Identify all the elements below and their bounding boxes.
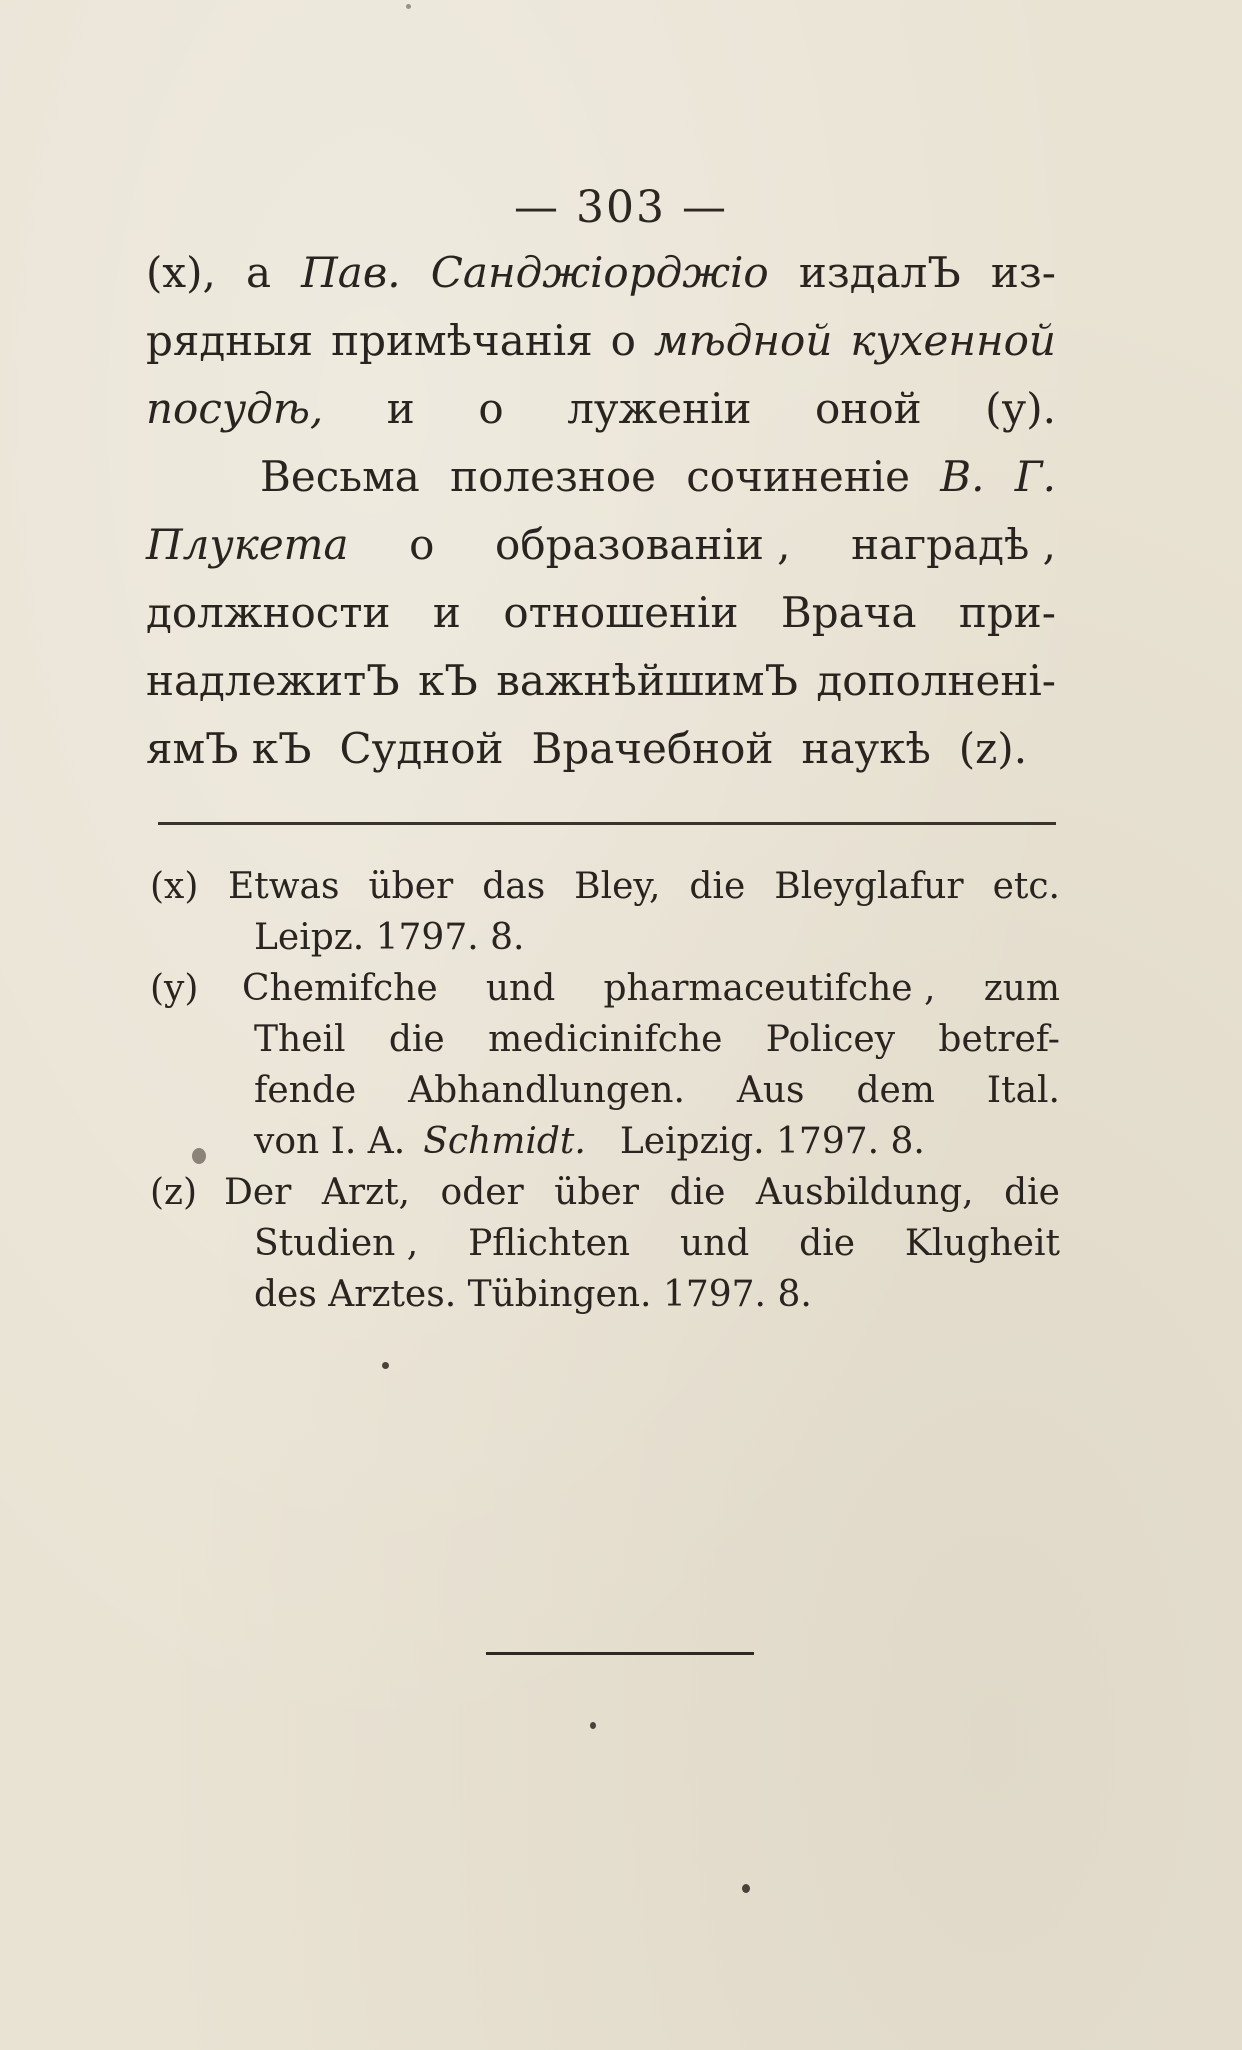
end-rule: [486, 1652, 754, 1655]
word: pharmaceutifche ,: [603, 968, 936, 1009]
footnote-line: [150, 1274, 1060, 1325]
word: мѣдной: [653, 316, 833, 365]
footnotes: [150, 866, 1060, 1325]
footnote-line: [150, 1121, 1060, 1172]
word: примѣчанія: [331, 316, 593, 365]
body-text: [146, 248, 1056, 792]
word: die: [799, 1223, 856, 1264]
text-line: [146, 316, 1056, 384]
footnote-text: [224, 1172, 1060, 1213]
footnote-line: [150, 1223, 1060, 1274]
word: dem: [856, 1070, 935, 1111]
word: луженіи: [567, 384, 752, 433]
word: die: [669, 1172, 726, 1213]
word: (z).: [958, 724, 1028, 773]
footnote-line: [150, 866, 1060, 917]
word: полезное: [450, 452, 656, 501]
word: betref-: [938, 1019, 1060, 1060]
word: Theil: [254, 1019, 346, 1060]
word: Der: [224, 1172, 292, 1213]
word: В.: [940, 452, 985, 501]
word: Arzt,: [321, 1172, 410, 1213]
word: (у).: [985, 384, 1056, 433]
word: Aus: [736, 1070, 805, 1111]
footnote-text: [228, 866, 1060, 907]
footnote-line: [150, 1070, 1060, 1121]
word: о: [478, 384, 504, 433]
footnote-line: [150, 1172, 1060, 1223]
footnote-line: [150, 1019, 1060, 1070]
word: Bley,: [574, 866, 661, 907]
word: важнѣйшимЪ: [496, 656, 798, 705]
word: Врачебной: [531, 724, 774, 773]
text-line: [146, 520, 1056, 588]
footnote-text: [254, 1223, 1060, 1264]
footnote-text: [254, 1019, 1060, 1060]
word: etc.: [992, 866, 1060, 907]
footnote-text: [228, 968, 1060, 1009]
word: и: [386, 384, 415, 433]
word: издалЪ: [798, 248, 961, 297]
word: надлежитЪ: [146, 656, 400, 705]
word: о: [409, 520, 435, 569]
word: über: [368, 866, 454, 907]
word: Pflichten: [468, 1223, 631, 1264]
footnote-text: des Arztes. Tübingen. 1797. 8.: [254, 1274, 812, 1315]
word: (x),: [146, 248, 216, 297]
word: кЪ: [418, 656, 478, 705]
word: рядныя: [146, 316, 314, 365]
footnote-separator: [158, 822, 1056, 825]
word: а: [245, 248, 272, 297]
footnote-text: [254, 1121, 1060, 1162]
word: должности: [146, 588, 391, 637]
paper-speck: [192, 1148, 206, 1164]
word: Schmidt.: [423, 1121, 586, 1162]
text-line: [146, 656, 1056, 724]
word: Chemifche: [242, 968, 438, 1009]
word: von I. A.: [254, 1121, 406, 1162]
word: die: [689, 866, 746, 907]
footnote-line: [150, 917, 1060, 968]
word: ямЪ кЪ: [146, 724, 312, 773]
word: Плукета: [146, 520, 349, 569]
text-line: [146, 384, 1056, 452]
word: посудѣ,: [146, 384, 324, 433]
word: Policey: [765, 1019, 896, 1060]
word: Bleyglafur: [774, 866, 964, 907]
word: zum: [983, 968, 1060, 1009]
word: при-: [958, 588, 1056, 637]
word: fende: [254, 1070, 357, 1111]
paper-speck: [406, 4, 411, 9]
word: über: [554, 1172, 640, 1213]
paper-speck: [590, 1722, 596, 1729]
footnote-text: Leipz. 1797. 8.: [254, 917, 525, 958]
word: und: [679, 1223, 750, 1264]
word: Весьма: [260, 452, 420, 501]
word: Ital.: [986, 1070, 1060, 1111]
word: Пав.: [301, 248, 401, 297]
word: oder: [440, 1172, 524, 1213]
word: наградѣ ,: [851, 520, 1056, 569]
word: и: [432, 588, 461, 637]
word: Ausbildung,: [755, 1172, 974, 1213]
word: Санджіорджіо: [430, 248, 769, 297]
word: Studien ,: [254, 1223, 419, 1264]
word: дополнені-: [816, 656, 1056, 705]
word: из-: [990, 248, 1056, 297]
word: Klugheit: [904, 1223, 1060, 1264]
word: отношеніи: [503, 588, 739, 637]
footnote-marker: (y): [150, 968, 199, 1009]
word: сочиненіе: [686, 452, 910, 501]
paper-speck: [382, 1362, 389, 1369]
word: наукѣ: [801, 724, 931, 773]
word: medicinifche: [488, 1019, 723, 1060]
word: кухенной: [850, 316, 1056, 365]
word: Leipzig. 1797. 8.: [619, 1121, 925, 1162]
word: образованіи ,: [495, 520, 791, 569]
footnote-marker: (z): [150, 1172, 198, 1213]
word: Etwas: [228, 866, 340, 907]
footnote-text: [254, 1070, 1060, 1111]
word: die: [1004, 1172, 1060, 1213]
word: und: [485, 968, 556, 1009]
text-line: [146, 248, 1056, 316]
word: das: [482, 866, 546, 907]
text-line: [146, 588, 1056, 656]
word: оной: [815, 384, 922, 433]
word: о: [610, 316, 636, 365]
text-line: [146, 452, 1056, 520]
word: die: [388, 1019, 445, 1060]
word: Врача: [780, 588, 917, 637]
footnote-marker: (x): [150, 866, 199, 907]
word: Г.: [1014, 452, 1056, 501]
page-number: — 303 —: [514, 182, 728, 233]
word: Abhandlungen.: [408, 1070, 685, 1111]
word: Судной: [339, 724, 504, 773]
footnote-line: [150, 968, 1060, 1019]
text-line: [146, 724, 1056, 792]
paper-speck: [742, 1884, 750, 1893]
